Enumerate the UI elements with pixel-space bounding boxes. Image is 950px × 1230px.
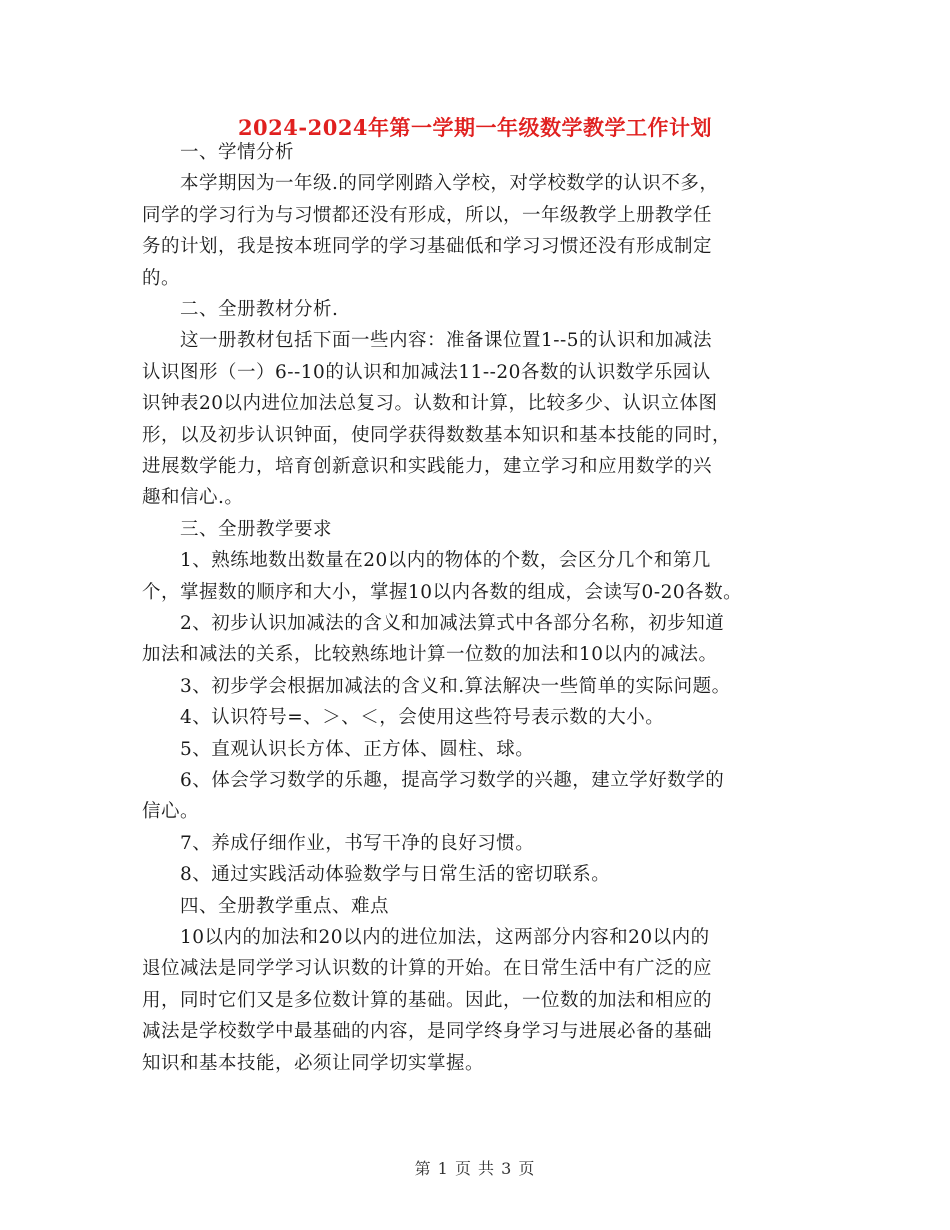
text-line: 二、全册教材分析.	[142, 299, 339, 320]
document-title: 2024-2024年第一学期一年级数学教学工作计划	[237, 115, 713, 140]
text-line: 一、学情分析	[142, 142, 295, 163]
text-line: 加法和减法的关系，比较熟练地计算一位数的加法和10以内的减法。	[142, 644, 718, 666]
text-line: 务的计划，我是按本班同学的学习基础低和学习习惯还没有形成制定	[142, 236, 713, 258]
text-line: 7、养成仔细作业，书写干净的良好习惯。	[142, 832, 535, 854]
text-line: 进展数学能力，培育创新意识和实践能力，建立学习和应用数学的兴	[142, 456, 713, 477]
text-line: 3、初步学会根据加减法的含义和.算法解决一些简单的实际问题。	[142, 675, 731, 697]
page-footer: 第 1 页 共 3 页	[414, 1159, 536, 1178]
text-line: 的。	[142, 267, 181, 289]
text-line: 2、初步认识加减法的含义和加减法算式中各部分名称，初步知道	[142, 613, 725, 634]
text-line: 信心。	[142, 801, 200, 823]
text-line: 10以内的加法和20以内的进位加法，这两部分内容和20以内的	[142, 927, 710, 948]
text-line: 减法是学校数学中最基础的内容，是同学终身学习与进展必备的基础	[142, 1021, 713, 1043]
text-line: 知识和基本技能，必须让同学切实掌握。	[142, 1052, 485, 1074]
text-line: 4、认识符号=、＞、＜，会使用这些符号表示数的大小。	[142, 707, 665, 729]
text-line: 三、全册教学要求	[142, 518, 333, 540]
text-line: 认识图形（一）6--10的认识和加减法11--20各数的认识数学乐园认	[142, 361, 711, 383]
text-line: 这一册教材包括下面一些内容：准备课位置1--5的认识和加减法	[142, 330, 713, 352]
text-line: 趣和信心.。	[142, 487, 244, 509]
text-line: 5、直观认识长方体、正方体、圆柱、球。	[142, 738, 535, 760]
text-line: 用，同时它们又是多位数计算的基础。因此，一位数的加法和相应的	[142, 989, 713, 1011]
text-line: 8、通过实践活动体验数学与日常生活的密切联系。	[142, 864, 611, 886]
text-line: 形，以及初步认识钟面，使同学获得数数基本知识和基本技能的同时，	[142, 424, 732, 446]
text-line: 6、体会学习数学的乐趣，提高学习数学的兴趣，建立学好数学的	[142, 770, 725, 791]
text-line: 识钟表20以内进位加法总复习。认数和计算，比较多少、认识立体图	[142, 393, 718, 415]
text-line: 四、全册教学重点、难点	[142, 895, 390, 917]
text-line: 同学的学习行为与习惯都还没有形成，所以，一年级教学上册教学任	[142, 204, 713, 226]
text-line: 个，掌握数的顺序和大小，掌握10以内各数的组成，会读写0-20各数。	[142, 581, 743, 603]
text-line: 退位减法是同学学习认识数的计算的开始。在日常生活中有广泛的应	[142, 958, 713, 980]
text-line: 1、熟练地数出数量在20以内的物体的个数，会区分几个和第几	[142, 550, 711, 572]
text-line: 本学期因为一年级.的同学刚踏入学校，对学校数学的认识不多，	[142, 173, 719, 195]
